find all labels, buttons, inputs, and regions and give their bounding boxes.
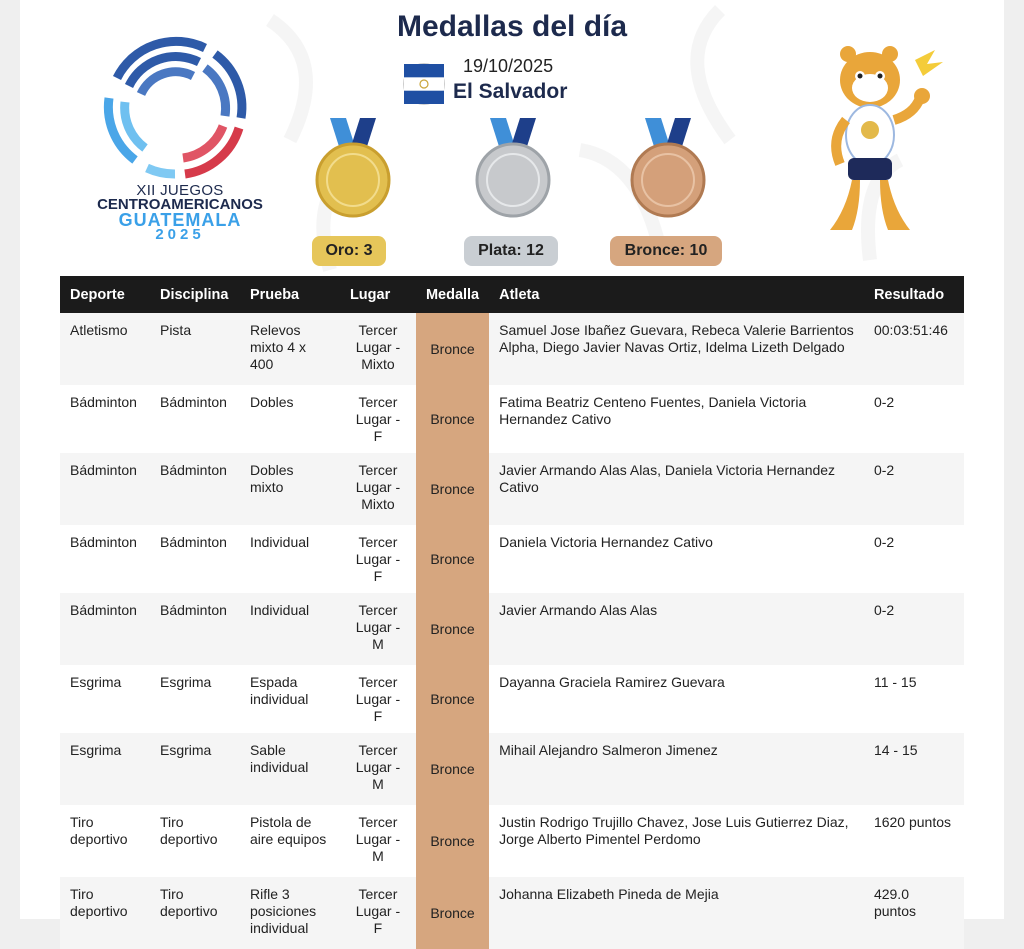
cell-medalla: Bronce	[416, 593, 489, 665]
logo-line-1: XII JUEGOS	[136, 182, 224, 199]
cell-disciplina: Tiro deportivo	[150, 805, 240, 877]
cell-medalla: Bronce	[416, 525, 489, 593]
cell-deporte: Bádminton	[60, 593, 150, 665]
cell-prueba: Pistola de aire equipos	[240, 805, 340, 877]
silver-medal-icon	[468, 118, 558, 218]
report-date: 19/10/2025	[463, 56, 554, 76]
cell-medalla: Bronce	[416, 805, 489, 877]
page-title: Medallas del día	[396, 10, 628, 43]
country-name: El Salvador	[453, 80, 568, 103]
cell-prueba: Rifle 3 posiciones individual	[240, 877, 340, 949]
cell-disciplina: Bádminton	[150, 385, 240, 453]
cell-atleta: Justin Rodrigo Trujillo Chavez, Jose Luis Gutierrez Diaz, Jorge Alberto Pimentel Perdomo	[489, 805, 864, 877]
cell-resultado: 0-2	[864, 385, 964, 453]
table-row	[60, 805, 964, 877]
cell-resultado: 0-2	[864, 453, 964, 525]
bronze-count-badge: Bronce: 10	[610, 236, 722, 266]
column-header-atleta: Atleta	[489, 276, 864, 313]
cell-deporte: Esgrima	[60, 665, 150, 733]
cell-deporte: Bádminton	[60, 525, 150, 593]
cell-disciplina: Bádminton	[150, 525, 240, 593]
cell-medalla: Bronce	[416, 877, 489, 949]
cell-disciplina: Pista	[150, 313, 240, 385]
cell-resultado: 1620 puntos	[864, 805, 964, 877]
cell-prueba: Dobles mixto	[240, 453, 340, 525]
cell-atleta: Daniela Victoria Hernandez Cativo	[489, 525, 864, 593]
cell-lugar: Tercer Lugar - M	[340, 805, 416, 877]
cell-medalla: Bronce	[416, 665, 489, 733]
cell-deporte: Atletismo	[60, 313, 150, 385]
cell-medalla: Bronce	[416, 385, 489, 453]
cell-deporte: Bádminton	[60, 453, 150, 525]
cell-disciplina: Bádminton	[150, 593, 240, 665]
cell-disciplina: Esgrima	[150, 733, 240, 805]
cell-lugar: Tercer Lugar - F	[340, 665, 416, 733]
jaguar-mascot-icon	[820, 40, 950, 240]
cell-disciplina: Bádminton	[150, 453, 240, 525]
cell-atleta: Samuel Jose Ibañez Guevara, Rebeca Valerie Barrientos Alpha, Diego Javier Navas Ortiz, Idelma Lizeth Delgado	[489, 313, 864, 385]
cell-lugar: Tercer Lugar - F	[340, 385, 416, 453]
cell-prueba: Individual	[240, 593, 340, 665]
column-header-prueba: Prueba	[240, 276, 340, 313]
cell-prueba: Relevos mixto 4 x 400	[240, 313, 340, 385]
table-row	[60, 525, 964, 593]
column-header-resultado: Resultado	[864, 276, 964, 313]
logo-line-3: GUATEMALA	[118, 210, 242, 230]
cell-atleta: Johanna Elizabeth Pineda de Mejia	[489, 877, 864, 949]
cell-lugar: Tercer Lugar - Mixto	[340, 453, 416, 525]
cell-resultado: 14 - 15	[864, 733, 964, 805]
cell-prueba: Espada individual	[240, 665, 340, 733]
table-body	[60, 313, 964, 949]
cell-resultado: 00:03:51:46	[864, 313, 964, 385]
cell-resultado: 11 - 15	[864, 665, 964, 733]
cell-deporte: Tiro deportivo	[60, 877, 150, 949]
cell-prueba: Individual	[240, 525, 340, 593]
table-header-row	[60, 276, 964, 313]
cell-lugar: Tercer Lugar - F	[340, 525, 416, 593]
gold-medal-icon	[308, 118, 398, 218]
bronze-medal-icon	[623, 118, 713, 218]
cell-prueba: Sable individual	[240, 733, 340, 805]
column-header-disciplina: Disciplina	[150, 276, 240, 313]
column-header-deporte: Deporte	[60, 276, 150, 313]
cell-disciplina: Esgrima	[150, 665, 240, 733]
column-header-lugar: Lugar	[340, 276, 416, 313]
el-salvador-flag-icon	[404, 64, 444, 104]
table-row	[60, 385, 964, 453]
medal-table	[60, 276, 964, 949]
cell-lugar: Tercer Lugar - F	[340, 877, 416, 949]
column-header-medalla: Medalla	[416, 276, 489, 313]
cell-resultado: 0-2	[864, 593, 964, 665]
cell-atleta: Javier Armando Alas Alas, Daniela Victoria Hernandez Cativo	[489, 453, 864, 525]
cell-atleta: Javier Armando Alas Alas	[489, 593, 864, 665]
cell-resultado: 429.0 puntos	[864, 877, 964, 949]
cell-medalla: Bronce	[416, 453, 489, 525]
cell-atleta: Fatima Beatriz Centeno Fuentes, Daniela Victoria Hernandez Cativo	[489, 385, 864, 453]
table-row	[60, 593, 964, 665]
table-row	[60, 665, 964, 733]
cell-disciplina: Tiro deportivo	[150, 877, 240, 949]
table-row	[60, 313, 964, 385]
cell-medalla: Bronce	[416, 733, 489, 805]
table-row	[60, 453, 964, 525]
logo-line-4: 2025	[155, 226, 205, 243]
cell-deporte: Tiro deportivo	[60, 805, 150, 877]
cell-prueba: Dobles	[240, 385, 340, 453]
cell-lugar: Tercer Lugar - Mixto	[340, 313, 416, 385]
cell-atleta: Dayanna Graciela Ramirez Guevara	[489, 665, 864, 733]
cell-lugar: Tercer Lugar - M	[340, 733, 416, 805]
cell-deporte: Bádminton	[60, 385, 150, 453]
cell-medalla: Bronce	[416, 313, 489, 385]
cell-lugar: Tercer Lugar - M	[340, 593, 416, 665]
cell-resultado: 0-2	[864, 525, 964, 593]
logo-line-2: CENTROAMERICANOS	[97, 196, 263, 213]
table-row	[60, 733, 964, 805]
cell-atleta: Mihail Alejandro Salmeron Jimenez	[489, 733, 864, 805]
medal-report-page	[20, 0, 1004, 936]
table-row	[60, 877, 964, 949]
silver-count-badge: Plata: 12	[464, 236, 558, 266]
cell-deporte: Esgrima	[60, 733, 150, 805]
gold-count-badge: Oro: 3	[312, 236, 386, 266]
